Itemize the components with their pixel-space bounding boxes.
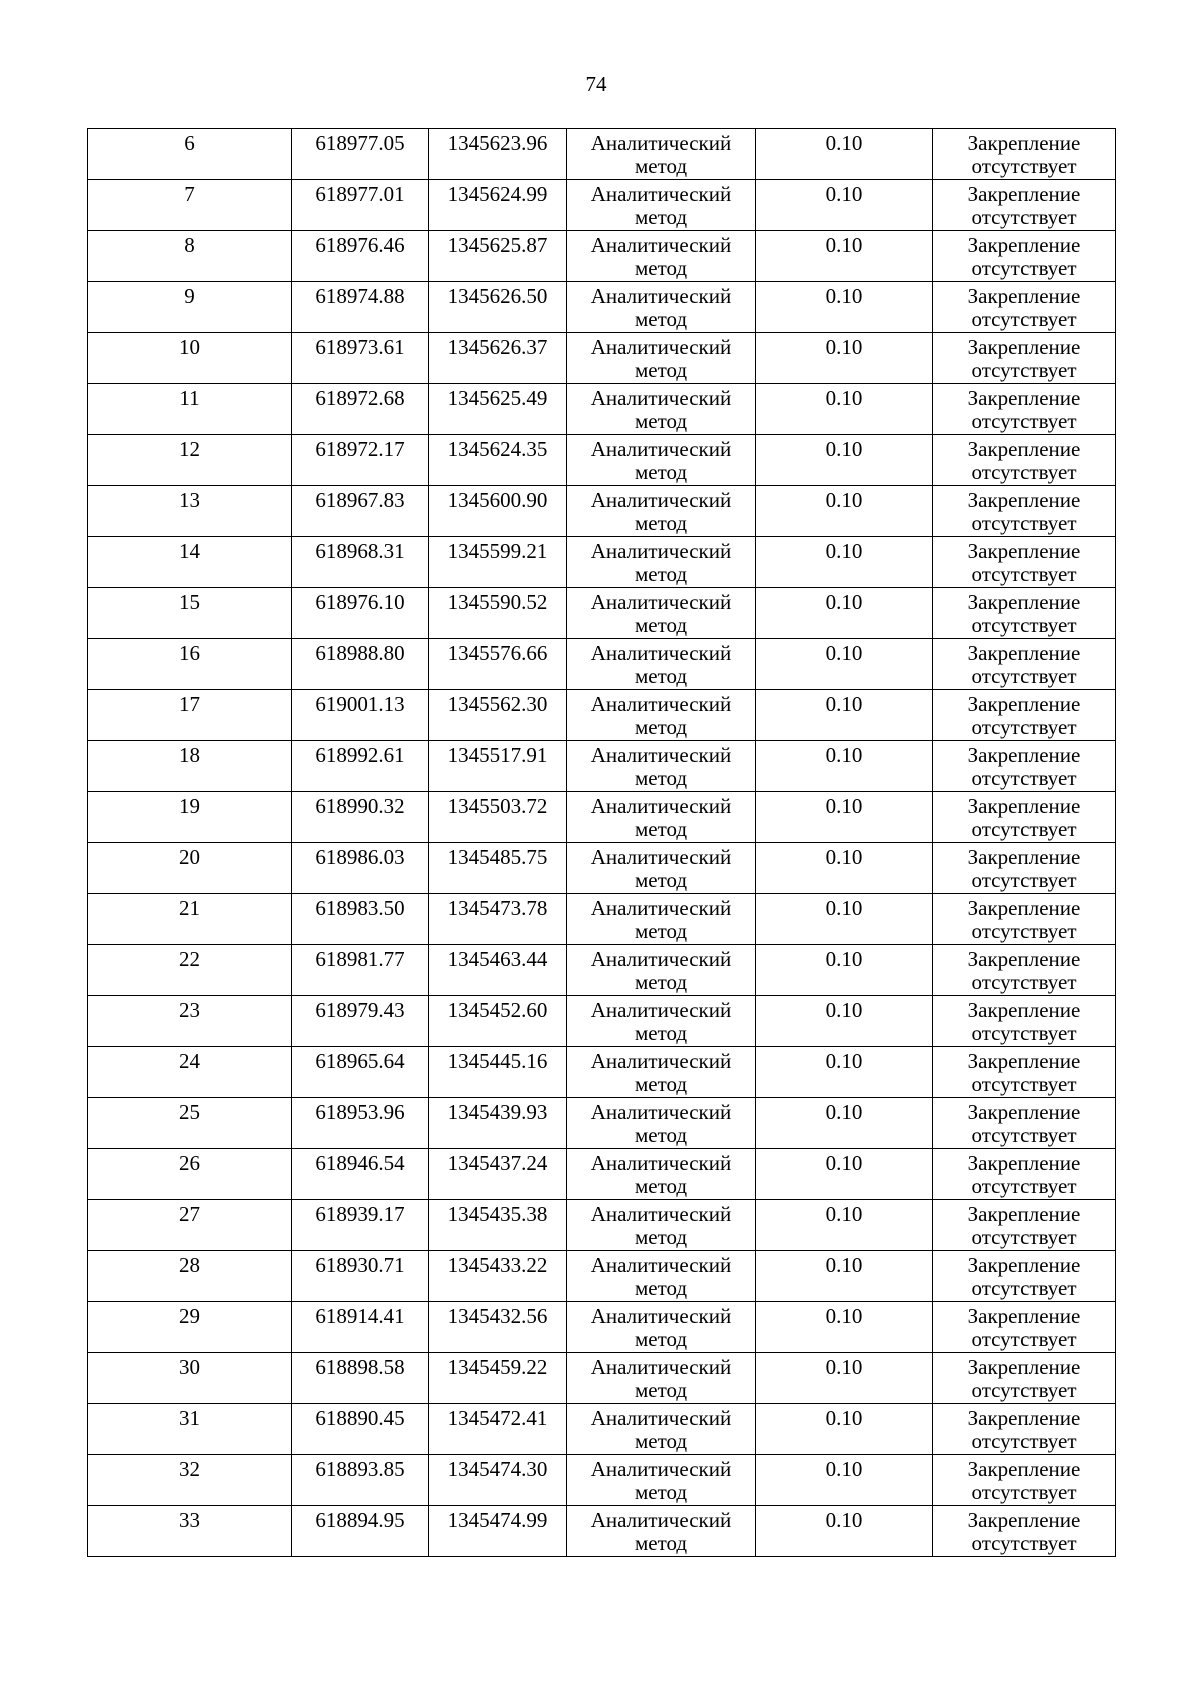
- table-row: [88, 129, 1116, 180]
- cell-fixing: Закрепление отсутствует: [933, 1047, 1116, 1098]
- table-row: [88, 741, 1116, 792]
- cell-method: Аналитический метод: [567, 129, 756, 180]
- cell-precision: 0.10: [756, 945, 933, 996]
- cell-point-number: 24: [88, 1047, 292, 1098]
- cell-precision: 0.10: [756, 180, 933, 231]
- cell-point-number: 28: [88, 1251, 292, 1302]
- cell-x-coordinate: 618973.61: [292, 333, 429, 384]
- cell-precision: 0.10: [756, 1098, 933, 1149]
- cell-precision: 0.10: [756, 537, 933, 588]
- cell-y-coordinate: 1345435.38: [429, 1200, 567, 1251]
- cell-point-number: 9: [88, 282, 292, 333]
- cell-y-coordinate: 1345625.87: [429, 231, 567, 282]
- table-row: [88, 690, 1116, 741]
- cell-precision: 0.10: [756, 639, 933, 690]
- cell-fixing: Закрепление отсутствует: [933, 1149, 1116, 1200]
- cell-fixing: Закрепление отсутствует: [933, 1098, 1116, 1149]
- cell-point-number: 14: [88, 537, 292, 588]
- cell-y-coordinate: 1345562.30: [429, 690, 567, 741]
- cell-method: Аналитический метод: [567, 435, 756, 486]
- cell-x-coordinate: 619001.13: [292, 690, 429, 741]
- cell-point-number: 16: [88, 639, 292, 690]
- cell-point-number: 15: [88, 588, 292, 639]
- cell-fixing: Закрепление отсутствует: [933, 639, 1116, 690]
- cell-method: Аналитический метод: [567, 945, 756, 996]
- cell-fixing: Закрепление отсутствует: [933, 435, 1116, 486]
- cell-method: Аналитический метод: [567, 486, 756, 537]
- cell-fixing: Закрепление отсутствует: [933, 537, 1116, 588]
- cell-point-number: 22: [88, 945, 292, 996]
- cell-method: Аналитический метод: [567, 741, 756, 792]
- cell-y-coordinate: 1345473.78: [429, 894, 567, 945]
- cell-precision: 0.10: [756, 843, 933, 894]
- cell-point-number: 27: [88, 1200, 292, 1251]
- cell-precision: 0.10: [756, 1455, 933, 1506]
- cell-point-number: 11: [88, 384, 292, 435]
- cell-fixing: Закрепление отсутствует: [933, 1302, 1116, 1353]
- cell-y-coordinate: 1345624.35: [429, 435, 567, 486]
- cell-fixing: Закрепление отсутствует: [933, 894, 1116, 945]
- cell-x-coordinate: 618946.54: [292, 1149, 429, 1200]
- table-row: [88, 1404, 1116, 1455]
- cell-fixing: Закрепление отсутствует: [933, 180, 1116, 231]
- cell-x-coordinate: 618893.85: [292, 1455, 429, 1506]
- cell-point-number: 23: [88, 996, 292, 1047]
- cell-point-number: 19: [88, 792, 292, 843]
- cell-x-coordinate: 618972.68: [292, 384, 429, 435]
- cell-method: Аналитический метод: [567, 1047, 756, 1098]
- cell-point-number: 21: [88, 894, 292, 945]
- cell-method: Аналитический метод: [567, 333, 756, 384]
- cell-point-number: 8: [88, 231, 292, 282]
- cell-x-coordinate: 618939.17: [292, 1200, 429, 1251]
- cell-x-coordinate: 618977.05: [292, 129, 429, 180]
- cell-y-coordinate: 1345439.93: [429, 1098, 567, 1149]
- cell-precision: 0.10: [756, 792, 933, 843]
- cell-fixing: Закрепление отсутствует: [933, 1455, 1116, 1506]
- cell-fixing: Закрепление отсутствует: [933, 1404, 1116, 1455]
- cell-method: Аналитический метод: [567, 384, 756, 435]
- table-row: [88, 945, 1116, 996]
- cell-x-coordinate: 618976.46: [292, 231, 429, 282]
- cell-point-number: 12: [88, 435, 292, 486]
- cell-precision: 0.10: [756, 1353, 933, 1404]
- cell-method: Аналитический метод: [567, 180, 756, 231]
- cell-method: Аналитический метод: [567, 792, 756, 843]
- cell-x-coordinate: 618992.61: [292, 741, 429, 792]
- cell-precision: 0.10: [756, 1251, 933, 1302]
- cell-x-coordinate: 618990.32: [292, 792, 429, 843]
- cell-method: Аналитический метод: [567, 1506, 756, 1557]
- cell-point-number: 31: [88, 1404, 292, 1455]
- table-row: [88, 894, 1116, 945]
- cell-method: Аналитический метод: [567, 1404, 756, 1455]
- cell-point-number: 26: [88, 1149, 292, 1200]
- cell-y-coordinate: 1345432.56: [429, 1302, 567, 1353]
- table-row: [88, 996, 1116, 1047]
- cell-precision: 0.10: [756, 384, 933, 435]
- cell-x-coordinate: 618894.95: [292, 1506, 429, 1557]
- cell-method: Аналитический метод: [567, 1251, 756, 1302]
- cell-point-number: 33: [88, 1506, 292, 1557]
- cell-point-number: 17: [88, 690, 292, 741]
- cell-precision: 0.10: [756, 1404, 933, 1455]
- cell-y-coordinate: 1345437.24: [429, 1149, 567, 1200]
- cell-precision: 0.10: [756, 1149, 933, 1200]
- table-row: [88, 333, 1116, 384]
- cell-method: Аналитический метод: [567, 537, 756, 588]
- cell-precision: 0.10: [756, 1047, 933, 1098]
- cell-fixing: Закрепление отсутствует: [933, 282, 1116, 333]
- cell-fixing: Закрепление отсутствует: [933, 333, 1116, 384]
- cell-y-coordinate: 1345485.75: [429, 843, 567, 894]
- cell-y-coordinate: 1345625.49: [429, 384, 567, 435]
- table-row: [88, 486, 1116, 537]
- cell-x-coordinate: 618967.83: [292, 486, 429, 537]
- cell-method: Аналитический метод: [567, 1098, 756, 1149]
- table-row: [88, 435, 1116, 486]
- cell-method: Аналитический метод: [567, 282, 756, 333]
- cell-y-coordinate: 1345433.22: [429, 1251, 567, 1302]
- cell-x-coordinate: 618983.50: [292, 894, 429, 945]
- cell-x-coordinate: 618898.58: [292, 1353, 429, 1404]
- cell-point-number: 7: [88, 180, 292, 231]
- cell-y-coordinate: 1345474.30: [429, 1455, 567, 1506]
- table-row: [88, 1455, 1116, 1506]
- cell-precision: 0.10: [756, 435, 933, 486]
- table-row: [88, 1098, 1116, 1149]
- table-row: [88, 180, 1116, 231]
- cell-fixing: Закрепление отсутствует: [933, 690, 1116, 741]
- cell-x-coordinate: 618977.01: [292, 180, 429, 231]
- cell-point-number: 6: [88, 129, 292, 180]
- cell-y-coordinate: 1345599.21: [429, 537, 567, 588]
- cell-fixing: Закрепление отсутствует: [933, 1251, 1116, 1302]
- cell-y-coordinate: 1345503.72: [429, 792, 567, 843]
- cell-y-coordinate: 1345576.66: [429, 639, 567, 690]
- cell-x-coordinate: 618968.31: [292, 537, 429, 588]
- cell-method: Аналитический метод: [567, 1302, 756, 1353]
- cell-point-number: 30: [88, 1353, 292, 1404]
- cell-precision: 0.10: [756, 588, 933, 639]
- cell-precision: 0.10: [756, 1302, 933, 1353]
- table-row: [88, 231, 1116, 282]
- cell-fixing: Закрепление отсутствует: [933, 1353, 1116, 1404]
- cell-fixing: Закрепление отсутствует: [933, 996, 1116, 1047]
- table-row: [88, 1302, 1116, 1353]
- table-row: [88, 1353, 1116, 1404]
- cell-precision: 0.10: [756, 231, 933, 282]
- cell-precision: 0.10: [756, 1506, 933, 1557]
- cell-fixing: Закрепление отсутствует: [933, 384, 1116, 435]
- coordinates-table: [87, 128, 1116, 1557]
- cell-fixing: Закрепление отсутствует: [933, 231, 1116, 282]
- cell-method: Аналитический метод: [567, 231, 756, 282]
- table-row: [88, 792, 1116, 843]
- cell-point-number: 29: [88, 1302, 292, 1353]
- cell-method: Аналитический метод: [567, 588, 756, 639]
- page-number: 74: [585, 72, 607, 96]
- cell-fixing: Закрепление отсутствует: [933, 1506, 1116, 1557]
- cell-y-coordinate: 1345600.90: [429, 486, 567, 537]
- cell-method: Аналитический метод: [567, 996, 756, 1047]
- table-row: [88, 1149, 1116, 1200]
- cell-method: Аналитический метод: [567, 1455, 756, 1506]
- cell-precision: 0.10: [756, 486, 933, 537]
- cell-point-number: 18: [88, 741, 292, 792]
- table-row: [88, 1200, 1116, 1251]
- cell-fixing: Закрепление отсутствует: [933, 945, 1116, 996]
- cell-y-coordinate: 1345590.52: [429, 588, 567, 639]
- cell-y-coordinate: 1345452.60: [429, 996, 567, 1047]
- cell-precision: 0.10: [756, 1200, 933, 1251]
- cell-fixing: Закрепление отсутствует: [933, 129, 1116, 180]
- coordinates-table-body: [88, 129, 1116, 1557]
- table-row: [88, 1506, 1116, 1557]
- cell-fixing: Закрепление отсутствует: [933, 588, 1116, 639]
- cell-x-coordinate: 618979.43: [292, 996, 429, 1047]
- cell-method: Аналитический метод: [567, 1149, 756, 1200]
- cell-y-coordinate: 1345624.99: [429, 180, 567, 231]
- cell-y-coordinate: 1345623.96: [429, 129, 567, 180]
- cell-point-number: 32: [88, 1455, 292, 1506]
- cell-y-coordinate: 1345445.16: [429, 1047, 567, 1098]
- cell-precision: 0.10: [756, 741, 933, 792]
- cell-y-coordinate: 1345626.50: [429, 282, 567, 333]
- table-row: [88, 282, 1116, 333]
- cell-precision: 0.10: [756, 996, 933, 1047]
- cell-precision: 0.10: [756, 333, 933, 384]
- cell-x-coordinate: 618972.17: [292, 435, 429, 486]
- cell-fixing: Закрепление отсутствует: [933, 843, 1116, 894]
- cell-point-number: 20: [88, 843, 292, 894]
- cell-x-coordinate: 618974.88: [292, 282, 429, 333]
- cell-method: Аналитический метод: [567, 639, 756, 690]
- cell-y-coordinate: 1345626.37: [429, 333, 567, 384]
- cell-y-coordinate: 1345459.22: [429, 1353, 567, 1404]
- cell-point-number: 13: [88, 486, 292, 537]
- cell-x-coordinate: 618953.96: [292, 1098, 429, 1149]
- cell-y-coordinate: 1345474.99: [429, 1506, 567, 1557]
- cell-method: Аналитический метод: [567, 690, 756, 741]
- table-row: [88, 639, 1116, 690]
- cell-x-coordinate: 618965.64: [292, 1047, 429, 1098]
- cell-x-coordinate: 618981.77: [292, 945, 429, 996]
- cell-y-coordinate: 1345463.44: [429, 945, 567, 996]
- table-row: [88, 1047, 1116, 1098]
- cell-precision: 0.10: [756, 282, 933, 333]
- cell-precision: 0.10: [756, 129, 933, 180]
- cell-x-coordinate: 618986.03: [292, 843, 429, 894]
- cell-point-number: 10: [88, 333, 292, 384]
- table-row: [88, 588, 1116, 639]
- cell-fixing: Закрепление отсутствует: [933, 486, 1116, 537]
- cell-point-number: 25: [88, 1098, 292, 1149]
- cell-x-coordinate: 618976.10: [292, 588, 429, 639]
- cell-method: Аналитический метод: [567, 843, 756, 894]
- cell-y-coordinate: 1345472.41: [429, 1404, 567, 1455]
- cell-x-coordinate: 618988.80: [292, 639, 429, 690]
- cell-fixing: Закрепление отсутствует: [933, 741, 1116, 792]
- table-row: [88, 843, 1116, 894]
- cell-fixing: Закрепление отсутствует: [933, 1200, 1116, 1251]
- cell-y-coordinate: 1345517.91: [429, 741, 567, 792]
- table-row: [88, 1251, 1116, 1302]
- cell-x-coordinate: 618914.41: [292, 1302, 429, 1353]
- table-row: [88, 384, 1116, 435]
- cell-method: Аналитический метод: [567, 894, 756, 945]
- cell-method: Аналитический метод: [567, 1200, 756, 1251]
- cell-method: Аналитический метод: [567, 1353, 756, 1404]
- cell-precision: 0.10: [756, 690, 933, 741]
- cell-precision: 0.10: [756, 894, 933, 945]
- cell-fixing: Закрепление отсутствует: [933, 792, 1116, 843]
- table-row: [88, 537, 1116, 588]
- cell-x-coordinate: 618890.45: [292, 1404, 429, 1455]
- cell-x-coordinate: 618930.71: [292, 1251, 429, 1302]
